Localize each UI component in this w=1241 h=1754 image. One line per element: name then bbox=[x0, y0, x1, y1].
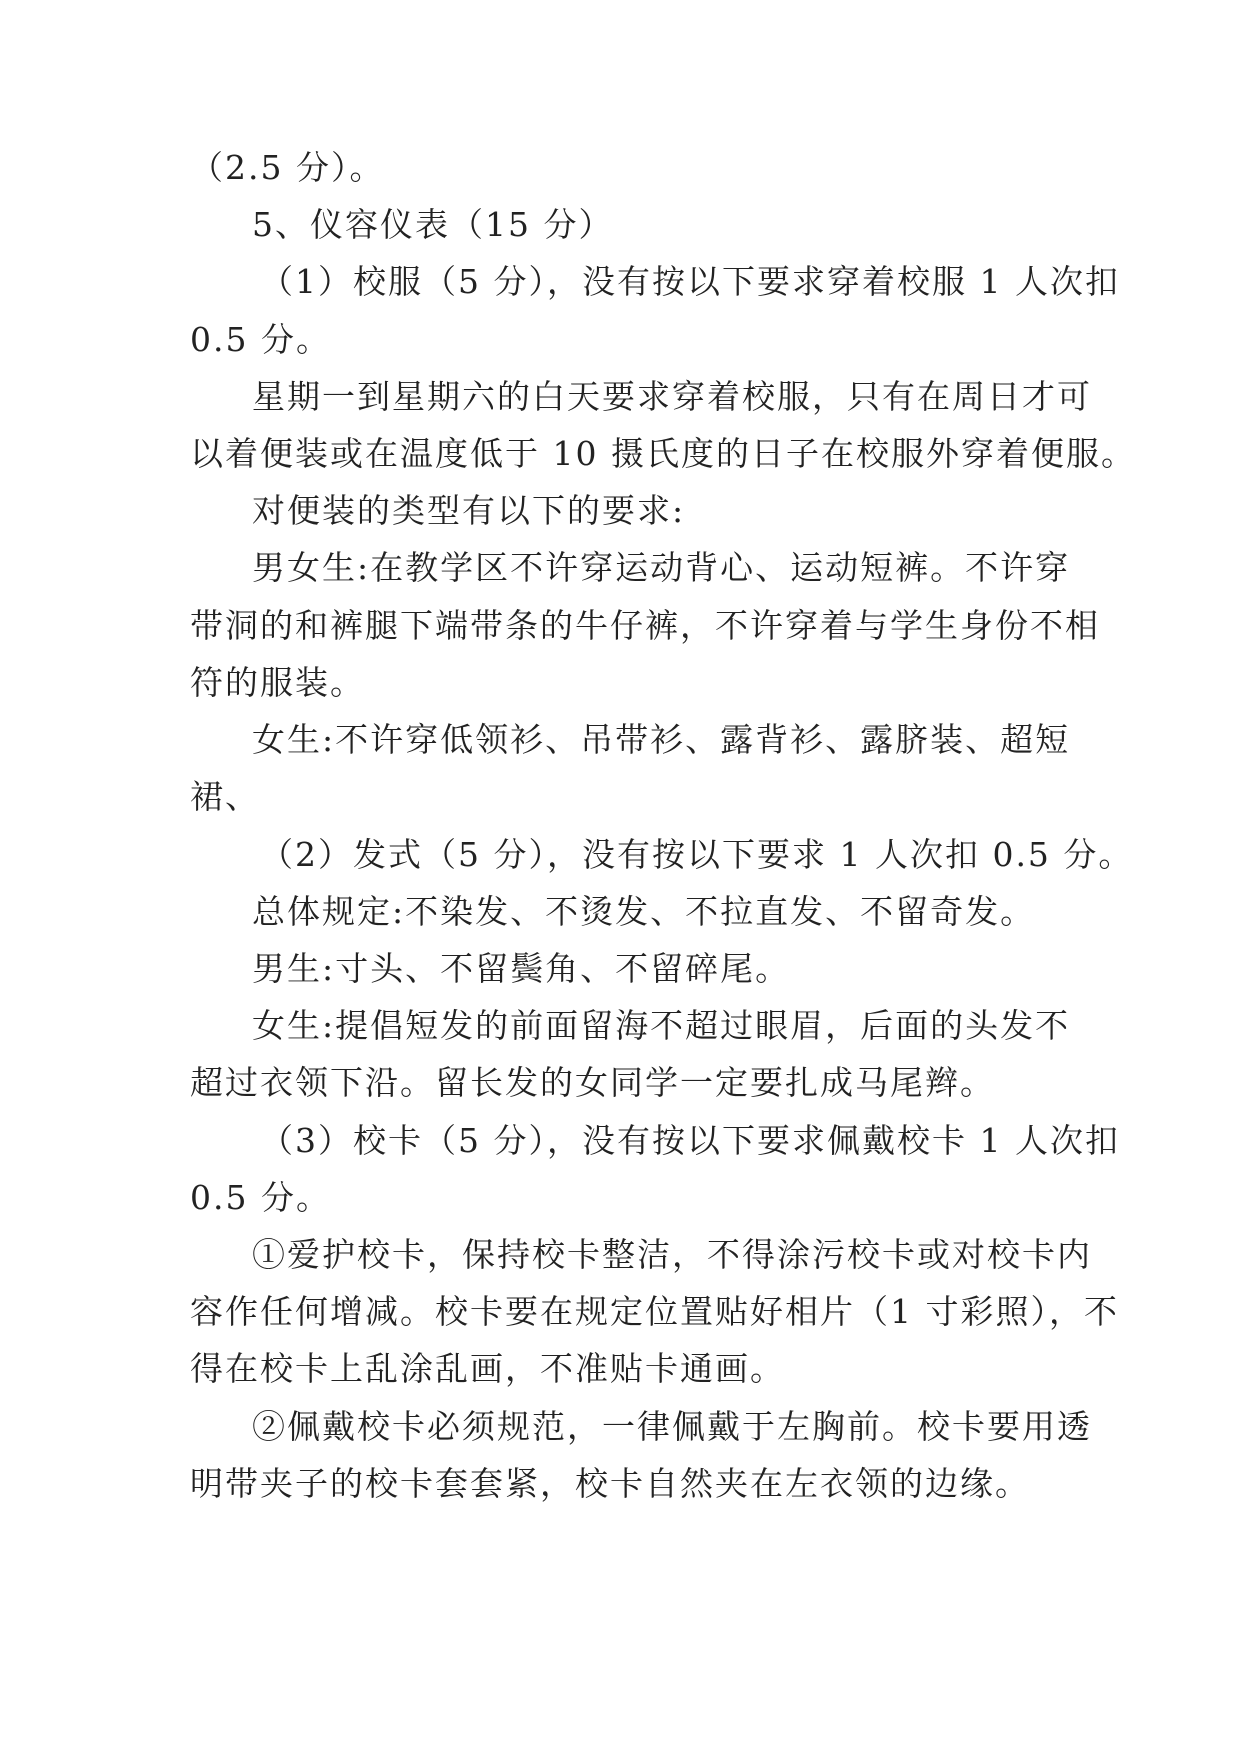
text-line: 星期一到星期六的白天要求穿着校服，只有在周日才可 bbox=[252, 377, 1092, 416]
subsection-heading: （3）校卡（5 分），没有按以下要求佩戴校卡 1 人次扣 bbox=[260, 1121, 1120, 1160]
text-line: 对便装的类型有以下的要求: bbox=[252, 491, 686, 530]
text-line: 符的服装。 bbox=[190, 663, 365, 702]
text-line: 女生:不许穿低领衫、吊带衫、露背衫、露脐装、超短 bbox=[252, 720, 1071, 759]
subsection-heading: （1）校服（5 分），没有按以下要求穿着校服 1 人次扣 bbox=[260, 262, 1120, 301]
text-line: （2.5 分）。 bbox=[190, 148, 385, 187]
text-line: 男生:寸头、不留鬓角、不留碎尾。 bbox=[252, 949, 791, 988]
text-line: ①爱护校卡，保持校卡整洁，不得涂污校卡或对校卡内 bbox=[252, 1235, 1092, 1274]
text-line: 总体规定:不染发、不烫发、不拉直发、不留奇发。 bbox=[252, 892, 1036, 931]
text-line: 0.5 分。 bbox=[190, 1178, 331, 1217]
text-line: 以着便装或在温度低于 10 摄氏度的日子在校服外穿着便服。 bbox=[190, 434, 1136, 473]
text-line: ②佩戴校卡必须规范，一律佩戴于左胸前。校卡要用透 bbox=[252, 1407, 1092, 1446]
section-heading: 5、仪容仪表（15 分） bbox=[252, 205, 614, 244]
text-line: 裙、 bbox=[190, 777, 260, 816]
text-line: 女生:提倡短发的前面留海不超过眼眉，后面的头发不 bbox=[252, 1006, 1071, 1045]
text-line: 0.5 分。 bbox=[190, 320, 331, 359]
text-line: 带洞的和裤腿下端带条的牛仔裤，不许穿着与学生身份不相 bbox=[190, 606, 1100, 645]
text-line: 男女生:在教学区不许穿运动背心、运动短裤。不许穿 bbox=[252, 548, 1071, 587]
text-line: 得在校卡上乱涂乱画，不准贴卡通画。 bbox=[190, 1349, 785, 1388]
subsection-heading: （2）发式（5 分），没有按以下要求 1 人次扣 0.5 分。 bbox=[260, 835, 1134, 874]
text-line: 超过衣领下沿。留长发的女同学一定要扎成马尾辫。 bbox=[190, 1063, 995, 1102]
text-line: 容作任何增减。校卡要在规定位置贴好相片（1 寸彩照），不 bbox=[190, 1292, 1119, 1331]
text-line: 明带夹子的校卡套套紧，校卡自然夹在左衣领的边缘。 bbox=[190, 1464, 1030, 1503]
